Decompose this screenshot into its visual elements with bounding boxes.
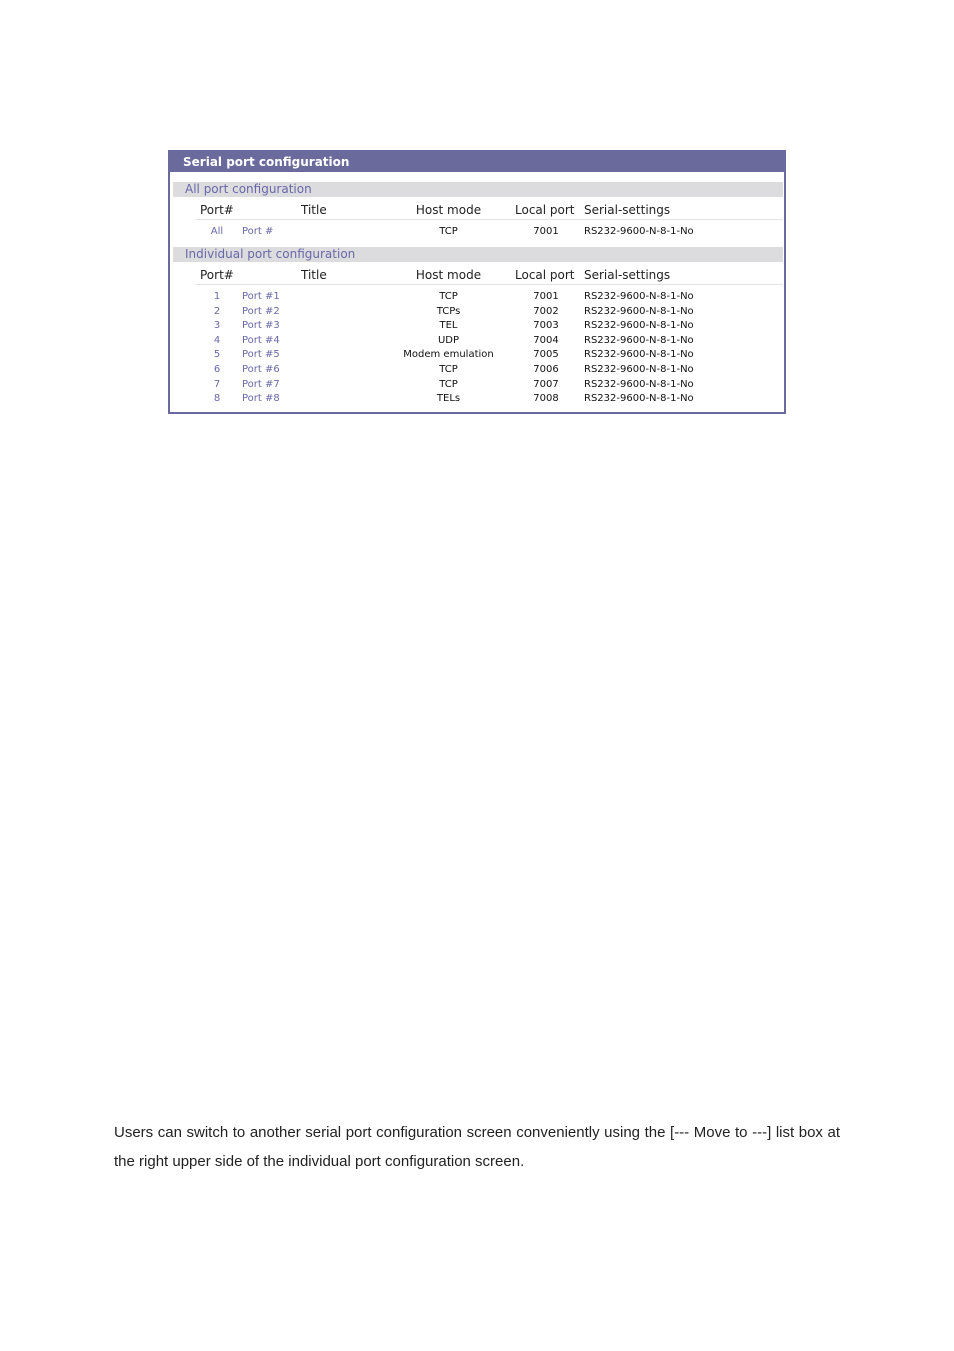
table-row bbox=[170, 305, 784, 320]
host-mode-value: TELs bbox=[436, 393, 461, 405]
port-number-link[interactable]: 5 bbox=[213, 349, 221, 361]
port-title-link[interactable]: Port #2 bbox=[242, 305, 280, 317]
col-local-port-header: Local port bbox=[515, 268, 575, 282]
local-port-value: 7004 bbox=[533, 334, 559, 346]
host-mode-value: TCP bbox=[439, 364, 458, 375]
serial-settings-value: RS232-9600-N-8-1-No bbox=[584, 305, 694, 317]
serial-settings-value: RS232-9600-N-8-1-No bbox=[584, 349, 694, 361]
all-port-section-bar: All port configuration bbox=[173, 182, 783, 197]
port-number-link[interactable]: 6 bbox=[213, 364, 221, 375]
table-row bbox=[170, 363, 784, 378]
col-host-mode-header: Host mode bbox=[415, 268, 482, 282]
host-mode-value: TCPs bbox=[436, 305, 461, 317]
host-mode-value: TCP bbox=[439, 226, 458, 237]
local-port-value: 7001 bbox=[533, 226, 559, 237]
local-port-value: 7006 bbox=[533, 364, 559, 375]
col-serial-settings-header: Serial-settings bbox=[584, 203, 671, 217]
panel-title: Serial port configuration bbox=[170, 152, 784, 172]
col-title-header: Title bbox=[301, 268, 327, 282]
table-row bbox=[170, 290, 784, 305]
table-row bbox=[170, 334, 784, 349]
port-title-link[interactable]: Port #7 bbox=[242, 378, 280, 390]
serial-settings-value: RS232-9600-N-8-1-No bbox=[584, 378, 694, 390]
port-number-link[interactable]: 3 bbox=[213, 320, 221, 332]
port-title-link[interactable]: Port #5 bbox=[242, 349, 280, 361]
port-title-link[interactable]: Port #4 bbox=[242, 334, 280, 346]
host-mode-value: TCP bbox=[439, 291, 458, 302]
col-port-header: Port# bbox=[200, 268, 234, 282]
port-number-link[interactable]: 7 bbox=[213, 378, 221, 390]
serial-settings-value: RS232-9600-N-8-1-No bbox=[584, 226, 694, 237]
port-title-link[interactable]: Port #8 bbox=[242, 393, 280, 405]
local-port-value: 7003 bbox=[533, 320, 559, 332]
serial-settings-value: RS232-9600-N-8-1-No bbox=[584, 291, 694, 302]
port-all-link[interactable]: All bbox=[210, 226, 224, 237]
serial-settings-value: RS232-9600-N-8-1-No bbox=[584, 364, 694, 375]
port-title-link[interactable]: Port #1 bbox=[242, 291, 280, 302]
table-row bbox=[170, 348, 784, 363]
host-mode-value: TEL bbox=[439, 320, 458, 332]
description-paragraph: Users can switch to another serial port configuration screen conveniently using the [--- Move to ---] list box at the right upper side of the individual port configuration screen. bbox=[114, 1124, 840, 1170]
divider bbox=[195, 284, 783, 285]
serial-settings-value: RS232-9600-N-8-1-No bbox=[584, 334, 694, 346]
table-row bbox=[170, 225, 784, 240]
local-port-value: 7001 bbox=[533, 291, 559, 302]
port-title-link[interactable]: Port # bbox=[242, 226, 274, 237]
port-number-link[interactable]: 2 bbox=[213, 305, 221, 317]
individual-port-section-bar: Individual port configuration bbox=[173, 247, 783, 262]
port-title-link[interactable]: Port #6 bbox=[242, 364, 280, 375]
port-title-link[interactable]: Port #3 bbox=[242, 320, 280, 332]
port-number-link[interactable]: 4 bbox=[213, 334, 221, 346]
host-mode-value: UDP bbox=[437, 334, 460, 346]
serial-port-config-panel bbox=[168, 150, 786, 414]
host-mode-value: TCP bbox=[439, 378, 458, 390]
serial-settings-value: RS232-9600-N-8-1-No bbox=[584, 320, 694, 332]
col-title-header: Title bbox=[301, 203, 327, 217]
col-serial-settings-header: Serial-settings bbox=[584, 268, 671, 282]
col-port-header: Port# bbox=[200, 203, 234, 217]
table-row bbox=[170, 319, 784, 334]
col-host-mode-header: Host mode bbox=[415, 203, 482, 217]
table-row bbox=[170, 392, 784, 407]
serial-settings-value: RS232-9600-N-8-1-No bbox=[584, 393, 694, 405]
col-local-port-header: Local port bbox=[515, 203, 575, 217]
all-port-header-row bbox=[170, 202, 784, 218]
local-port-value: 7002 bbox=[533, 305, 559, 317]
divider bbox=[195, 219, 783, 220]
host-mode-value: Modem emulation bbox=[403, 349, 494, 361]
local-port-value: 7008 bbox=[533, 393, 559, 405]
local-port-value: 7005 bbox=[533, 349, 559, 361]
port-number-link[interactable]: 8 bbox=[213, 393, 221, 405]
table-row bbox=[170, 378, 784, 393]
individual-port-header-row bbox=[170, 267, 784, 283]
port-number-link[interactable]: 1 bbox=[213, 291, 221, 302]
local-port-value: 7007 bbox=[533, 378, 559, 390]
